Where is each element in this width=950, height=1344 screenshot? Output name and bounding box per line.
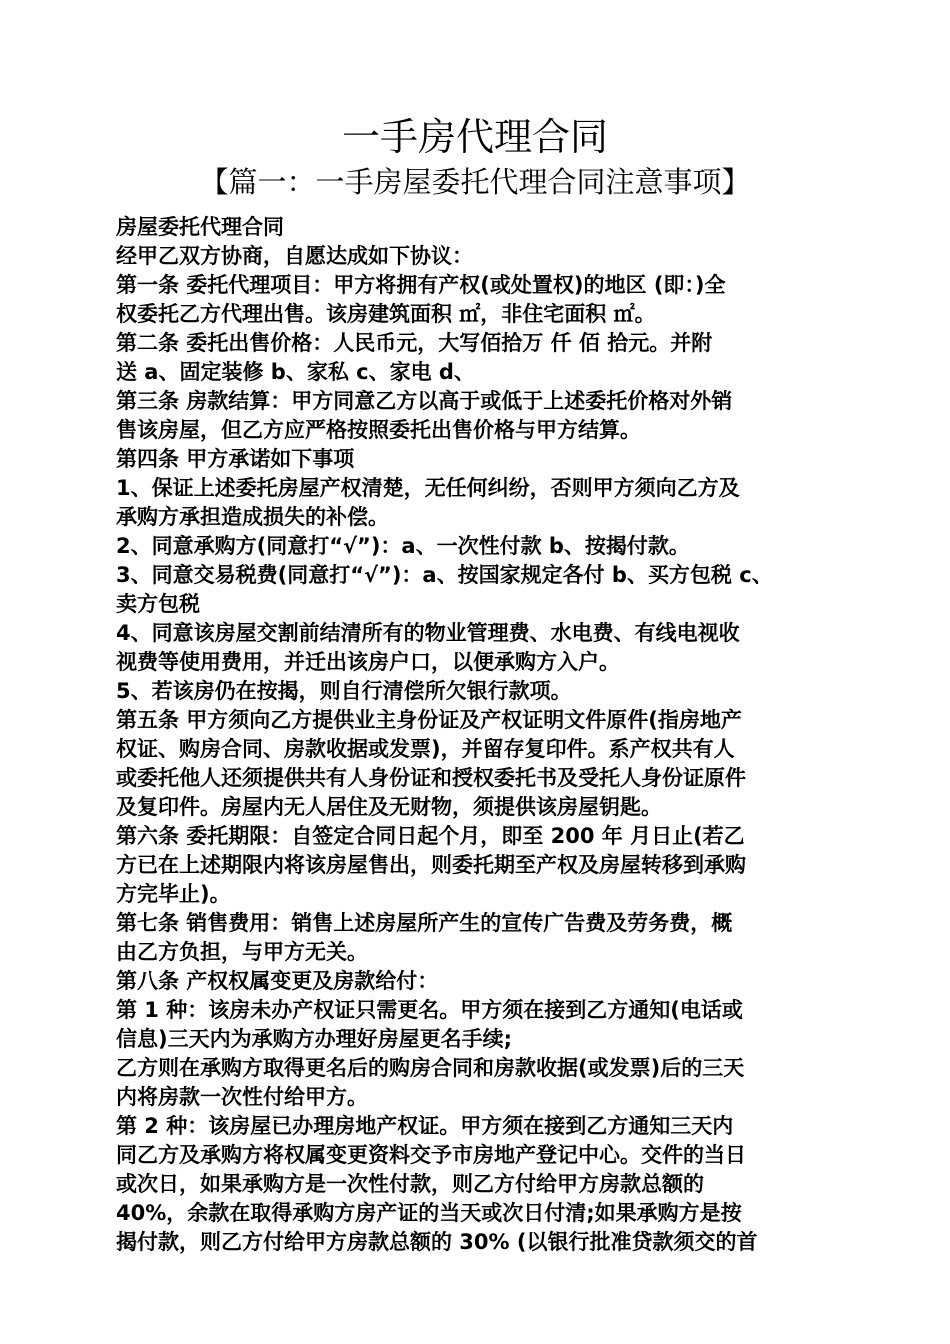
body-line: 同乙方及承购方将权属变更资料交予市房地产登记中心。交件的当日 (116, 1143, 746, 1167)
body-line: 4、同意该房屋交割前结清所有的物业管理费、水电费、有线电视收 (116, 621, 740, 645)
document-title: 一手房代理合同 (341, 115, 608, 159)
body-line: 第七条 销售费用：销售上述房屋所产生的宣传广告费及劳务费，概 (116, 911, 733, 935)
body-line: 第 2 种：该房屋已办理房地产权证。甲方须在接到乙方通知三天内 (116, 1114, 734, 1138)
body-line: 第二条 委托出售价格：人民币元，大写佰拾万 仟 佰 拾元。并附 (116, 331, 713, 355)
document-subtitle: 【篇一：一手房屋委托代理合同注意事项】 (199, 165, 751, 199)
body-line: 房屋委托代理合同 (116, 215, 284, 239)
body-line: 第三条 房款结算：甲方同意乙方以高于或低于上述委托价格对外销 (116, 389, 733, 413)
body-line: 或次日，如果承购方是一次性付款，则乙方付给甲方房款总额的 (116, 1172, 704, 1196)
body-line: 第六条 委托期限：自签定合同日起个月，即至 200 年 月日止(若乙 (116, 824, 745, 848)
body-line: 揭付款，则乙方付给甲方房款总额的 30% (以银行批准贷款须交的首 (116, 1230, 758, 1254)
body-line: 信息)三天内为承购方办理好房屋更名手续; (116, 1027, 512, 1051)
body-line: 送 a、固定装修 b、家私 c、家电 d、 (116, 360, 475, 384)
body-line: 权证、购房合同、房款收据或发票)，并留存复印件。系产权共有人 (116, 737, 735, 761)
document-body (116, 213, 836, 1257)
body-line: 5、若该房仍在按揭，则自行清偿所欠银行款项。 (116, 679, 572, 703)
body-line: 权委托乙方代理出售。该房建筑面积 ㎡，非住宅面积 ㎡。 (116, 302, 656, 326)
body-line: 视费等使用费用，并迁出该房户口，以便承购方入户。 (116, 650, 620, 674)
body-line: 3、同意交易税费(同意打“√”)：a、按国家规定各付 b、买方包税 c、 (116, 563, 773, 587)
body-line: 及复印件。房屋内无人居住及无财物，须提供该房屋钥匙。 (116, 795, 662, 819)
body-line: 方已在上述期限内将该房屋售出，则委托期至产权及房屋转移到承购 (116, 853, 746, 877)
body-line: 售该房屋，但乙方应严格按照委托出售价格与甲方结算。 (116, 418, 641, 442)
body-line: 第四条 甲方承诺如下事项 (116, 447, 355, 471)
body-line: 第五条 甲方须向乙方提供业主身份证及产权证明文件原件(指房地产 (116, 708, 742, 732)
body-line: 1、保证上述委托房屋产权清楚，无任何纠纷，否则甲方须向乙方及 (116, 476, 740, 500)
body-line: 第 1 种：该房未办产权证只需更名。甲方须在接到乙方通知(电话或 (116, 998, 743, 1022)
body-line: 内将房款一次性付给甲方。 (116, 1085, 368, 1109)
body-line: 2、同意承购方(同意打“√”)：a、一次性付款 b、按揭付款。 (116, 534, 690, 558)
body-line: 承购方承担造成损失的补偿。 (116, 505, 389, 529)
body-line: 乙方则在承购方取得更名后的购房合同和房款收据(或发票)后的三天 (116, 1056, 745, 1080)
body-line: 或委托他人还须提供共有人身份证和授权委托书及受托人身份证原件 (116, 766, 746, 790)
body-line: 经甲乙双方协商，自愿达成如下协议： (116, 244, 473, 268)
body-line: 由乙方负担，与甲方无关。 (116, 940, 368, 964)
body-line: 40%，余款在取得承购方房产证的当天或次日付清;如果承购方是按 (116, 1201, 742, 1225)
body-line: 方完毕止)。 (116, 882, 231, 906)
body-line: 第一条 委托代理项目：甲方将拥有产权(或处置权)的地区 (即：)全 (116, 273, 726, 297)
body-line: 卖方包税 (116, 592, 200, 616)
body-line: 第八条 产权权属变更及房款给付： (116, 969, 439, 993)
